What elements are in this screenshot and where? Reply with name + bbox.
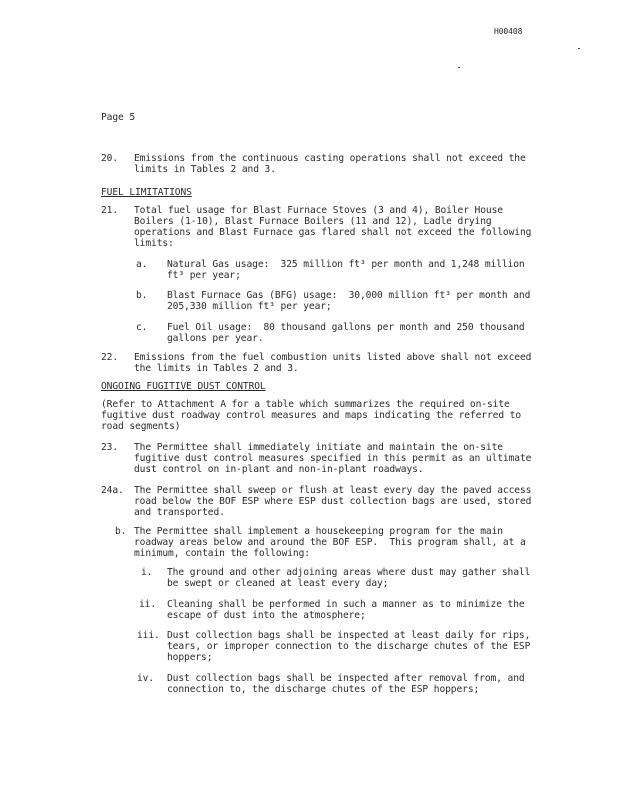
intro-text-line: fugitive dust roadway control measures and maps indicating the referred to: [101, 410, 522, 421]
item-text-line: roadway areas below and around the BOF ESP. This program shall, at a: [134, 537, 526, 548]
item-number: 21.: [101, 205, 119, 216]
document-id: H00408: [494, 27, 523, 36]
item-text-line: Emissions from the fuel combustion units listed above shall not exceed: [134, 352, 532, 363]
subitem-text-line: Blast Furnace Gas (BFG) usage: 30,000 million ft³ per month and: [167, 290, 531, 301]
item-number: 23.: [101, 442, 119, 453]
item-text-line: Emissions from the continuous casting operations shall not exceed the: [134, 153, 526, 164]
roman-text-line: tears, or improper connection to the discharge chutes of the ESP: [167, 641, 531, 652]
subitem-label: c.: [136, 322, 148, 333]
roman-text-line: Dust collection bags shall be inspected after removal from, and: [167, 673, 525, 684]
item-text-line: the limits in Tables 2 and 3.: [134, 363, 299, 374]
subitem-label: b.: [136, 290, 148, 301]
page-label: Page 5: [101, 112, 136, 123]
roman-text-line: connection to, the discharge chutes of the ESP hoppers;: [167, 684, 480, 695]
item-text-line: The Permittee shall sweep or flush at least every day the paved access: [134, 485, 532, 496]
item-text-line: and transported.: [134, 507, 225, 518]
item-text-line: fugitive dust control measures specified in this permit as an ultimate: [134, 453, 532, 464]
item-text-line: The Permittee shall immediately initiate and maintain the on-site: [134, 442, 503, 453]
item-number: b.: [115, 526, 127, 537]
item-text-line: limits:: [134, 238, 174, 249]
roman-label: iv.: [137, 673, 155, 684]
roman-text-line: be swept or cleaned at least every day;: [167, 578, 389, 589]
roman-text-line: escape of dust into the atmosphere;: [167, 610, 366, 621]
item-number: 24a.: [101, 485, 124, 496]
roman-label: i.: [141, 567, 153, 578]
scan-speck: [578, 48, 580, 49]
roman-text-line: The ground and other adjoining areas where dust may gather shall: [167, 567, 531, 578]
item-text-line: The Permittee shall implement a housekeeping program for the main: [134, 526, 503, 537]
item-text-line: minimum, contain the following:: [134, 548, 310, 559]
section-heading-fuel: FUEL LIMITATIONS: [101, 187, 192, 198]
item-number: 20.: [101, 153, 119, 164]
intro-text-line: road segments): [101, 421, 181, 432]
subitem-label: a.: [136, 259, 148, 270]
subitem-text-line: gallons per year.: [167, 333, 264, 344]
subitem-text-line: Natural Gas usage: 325 million ft³ per month and 1,248 million: [167, 259, 525, 270]
subitem-text-line: ft³ per year;: [167, 270, 241, 281]
subitem-text-line: 205,330 million ft³ per year;: [167, 301, 332, 312]
item-number: 22.: [101, 352, 119, 363]
intro-text-line: (Refer to Attachment A for a table which summarizes the required on-site: [101, 399, 510, 410]
item-text-line: Total fuel usage for Blast Furnace Stoves (3 and 4), Boiler House: [134, 205, 503, 216]
roman-text-line: Dust collection bags shall be inspected at least daily for rips,: [167, 630, 531, 641]
roman-text-line: Cleaning shall be performed in such a manner as to minimize the: [167, 599, 525, 610]
item-text-line: Boilers (1-10), Blast Furnace Boilers (11 and 12), Ladle drying: [134, 216, 492, 227]
roman-label: ii.: [139, 599, 157, 610]
scan-speck: [458, 67, 460, 68]
subitem-text-line: Fuel Oil usage: 80 thousand gallons per month and 250 thousand: [167, 322, 525, 333]
item-text-line: limits in Tables 2 and 3.: [134, 164, 276, 175]
roman-text-line: hoppers;: [167, 652, 213, 663]
item-text-line: dust control on in-plant and non-in-plant roadways.: [134, 464, 424, 475]
roman-label: iii.: [137, 630, 160, 641]
item-text-line: road below the BOF ESP where ESP dust collection bags are used, stored: [134, 496, 532, 507]
item-text-line: operations and Blast Furnace gas flared shall not exceed the following: [134, 227, 532, 238]
section-heading-fugitive-dust: ONGOING FUGITIVE DUST CONTROL: [101, 381, 266, 392]
